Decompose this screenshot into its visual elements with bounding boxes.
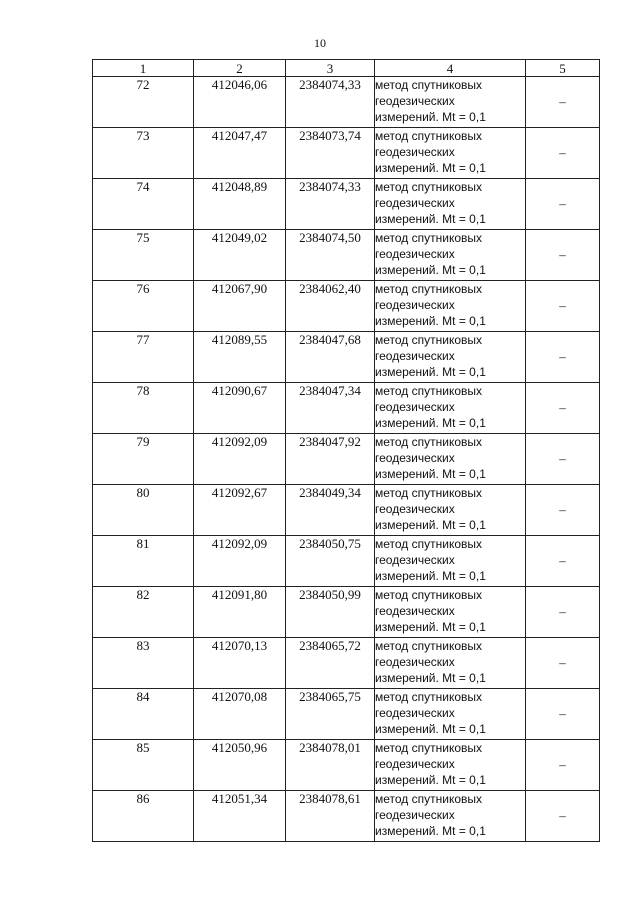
table-row <box>93 485 600 536</box>
method-description <box>375 179 526 230</box>
method-line: метод спутниковых <box>375 639 483 653</box>
y-coordinate: 2384073,74 <box>286 128 375 179</box>
table-row <box>93 536 600 587</box>
method-line: геодезических <box>375 247 455 261</box>
y-coordinate: 2384065,72 <box>286 638 375 689</box>
method-description <box>375 638 526 689</box>
method-line: метод спутниковых <box>375 282 483 296</box>
point-number: 75 <box>93 230 194 281</box>
note-cell: – <box>526 638 600 689</box>
method-line: измерений. Mt = 0,1 <box>375 569 486 583</box>
y-coordinate: 2384074,33 <box>286 77 375 128</box>
y-coordinate: 2384074,33 <box>286 179 375 230</box>
point-number: 80 <box>93 485 194 536</box>
x-coordinate: 412067,90 <box>194 281 286 332</box>
column-header: 3 <box>286 60 375 77</box>
table-row <box>93 434 600 485</box>
method-line: измерений. Mt = 0,1 <box>375 722 486 736</box>
method-description <box>375 332 526 383</box>
method-line: геодезических <box>375 604 455 618</box>
column-header: 1 <box>93 60 194 77</box>
page-number: 10 <box>314 36 326 50</box>
x-coordinate: 412092,09 <box>194 536 286 587</box>
method-line: метод спутниковых <box>375 129 483 143</box>
point-number: 77 <box>93 332 194 383</box>
method-line: геодезических <box>375 349 455 363</box>
method-line: метод спутниковых <box>375 741 483 755</box>
method-line: геодезических <box>375 553 455 567</box>
point-number: 74 <box>93 179 194 230</box>
point-number: 73 <box>93 128 194 179</box>
note-cell: – <box>526 332 600 383</box>
method-line: измерений. Mt = 0,1 <box>375 212 486 226</box>
method-line: метод спутниковых <box>375 180 483 194</box>
table-row <box>93 638 600 689</box>
point-number: 76 <box>93 281 194 332</box>
method-description <box>375 128 526 179</box>
y-coordinate: 2384050,99 <box>286 587 375 638</box>
method-line: метод спутниковых <box>375 435 483 449</box>
method-description <box>375 230 526 281</box>
point-number: 72 <box>93 77 194 128</box>
x-coordinate: 412051,34 <box>194 791 286 842</box>
x-coordinate: 412070,08 <box>194 689 286 740</box>
method-line: геодезических <box>375 808 455 822</box>
note-cell: – <box>526 230 600 281</box>
method-line: измерений. Mt = 0,1 <box>375 773 486 787</box>
table-row <box>93 383 600 434</box>
column-header: 5 <box>526 60 600 77</box>
method-description <box>375 485 526 536</box>
method-line: геодезических <box>375 502 455 516</box>
method-line: измерений. Mt = 0,1 <box>375 161 486 175</box>
y-coordinate: 2384047,68 <box>286 332 375 383</box>
table-row <box>93 179 600 230</box>
method-line: измерений. Mt = 0,1 <box>375 467 486 481</box>
x-coordinate: 412049,02 <box>194 230 286 281</box>
method-description <box>375 536 526 587</box>
x-coordinate: 412092,67 <box>194 485 286 536</box>
method-line: метод спутниковых <box>375 690 483 704</box>
note-cell: – <box>526 791 600 842</box>
table-row <box>93 230 600 281</box>
method-line: измерений. Mt = 0,1 <box>375 671 486 685</box>
y-coordinate: 2384065,75 <box>286 689 375 740</box>
note-cell: – <box>526 536 600 587</box>
method-line: геодезических <box>375 94 455 108</box>
point-number: 83 <box>93 638 194 689</box>
y-coordinate: 2384074,50 <box>286 230 375 281</box>
x-coordinate: 412047,47 <box>194 128 286 179</box>
table-row <box>93 77 600 128</box>
note-cell: – <box>526 383 600 434</box>
method-line: метод спутниковых <box>375 588 483 602</box>
y-coordinate: 2384050,75 <box>286 536 375 587</box>
method-line: измерений. Mt = 0,1 <box>375 110 486 124</box>
x-coordinate: 412090,67 <box>194 383 286 434</box>
method-line: измерений. Mt = 0,1 <box>375 620 486 634</box>
method-line: измерений. Mt = 0,1 <box>375 518 486 532</box>
x-coordinate: 412046,06 <box>194 77 286 128</box>
method-description <box>375 383 526 434</box>
x-coordinate: 412050,96 <box>194 740 286 791</box>
method-line: метод спутниковых <box>375 231 483 245</box>
x-coordinate: 412089,55 <box>194 332 286 383</box>
method-line: измерений. Mt = 0,1 <box>375 263 486 277</box>
y-coordinate: 2384049,34 <box>286 485 375 536</box>
column-header: 4 <box>375 60 526 77</box>
note-cell: – <box>526 587 600 638</box>
method-description <box>375 281 526 332</box>
method-line: метод спутниковых <box>375 792 483 806</box>
table-row <box>93 332 600 383</box>
point-number: 79 <box>93 434 194 485</box>
x-coordinate: 412048,89 <box>194 179 286 230</box>
method-line: измерений. Mt = 0,1 <box>375 314 486 328</box>
note-cell: – <box>526 77 600 128</box>
method-line: геодезических <box>375 196 455 210</box>
point-number: 85 <box>93 740 194 791</box>
method-description <box>375 791 526 842</box>
method-description <box>375 434 526 485</box>
method-description <box>375 77 526 128</box>
table-row <box>93 281 600 332</box>
method-line: геодезических <box>375 655 455 669</box>
point-number: 86 <box>93 791 194 842</box>
method-line: геодезических <box>375 706 455 720</box>
method-line: геодезических <box>375 298 455 312</box>
x-coordinate: 412091,80 <box>194 587 286 638</box>
method-line: метод спутниковых <box>375 486 483 500</box>
table-body <box>93 77 600 842</box>
y-coordinate: 2384078,01 <box>286 740 375 791</box>
method-description <box>375 740 526 791</box>
table-header-row <box>93 60 600 77</box>
table-row <box>93 128 600 179</box>
note-cell: – <box>526 128 600 179</box>
note-cell: – <box>526 740 600 791</box>
point-number: 84 <box>93 689 194 740</box>
method-line: метод спутниковых <box>375 537 483 551</box>
column-header: 2 <box>194 60 286 77</box>
y-coordinate: 2384078,61 <box>286 791 375 842</box>
point-number: 81 <box>93 536 194 587</box>
method-line: геодезических <box>375 400 455 414</box>
x-coordinate: 412092,09 <box>194 434 286 485</box>
y-coordinate: 2384047,34 <box>286 383 375 434</box>
note-cell: – <box>526 485 600 536</box>
table-row <box>93 791 600 842</box>
method-line: геодезических <box>375 451 455 465</box>
method-line: измерений. Mt = 0,1 <box>375 824 486 838</box>
method-line: метод спутниковых <box>375 384 483 398</box>
method-line: измерений. Mt = 0,1 <box>375 416 486 430</box>
note-cell: – <box>526 434 600 485</box>
y-coordinate: 2384047,92 <box>286 434 375 485</box>
x-coordinate: 412070,13 <box>194 638 286 689</box>
coordinates-table <box>92 59 600 842</box>
method-line: метод спутниковых <box>375 333 483 347</box>
y-coordinate: 2384062,40 <box>286 281 375 332</box>
table-row <box>93 689 600 740</box>
method-line: геодезических <box>375 145 455 159</box>
method-description <box>375 689 526 740</box>
note-cell: – <box>526 689 600 740</box>
table-row <box>93 740 600 791</box>
note-cell: – <box>526 281 600 332</box>
method-line: измерений. Mt = 0,1 <box>375 365 486 379</box>
point-number: 78 <box>93 383 194 434</box>
method-line: геодезических <box>375 757 455 771</box>
note-cell: – <box>526 179 600 230</box>
method-description <box>375 587 526 638</box>
table-row <box>93 587 600 638</box>
method-line: метод спутниковых <box>375 78 483 92</box>
point-number: 82 <box>93 587 194 638</box>
